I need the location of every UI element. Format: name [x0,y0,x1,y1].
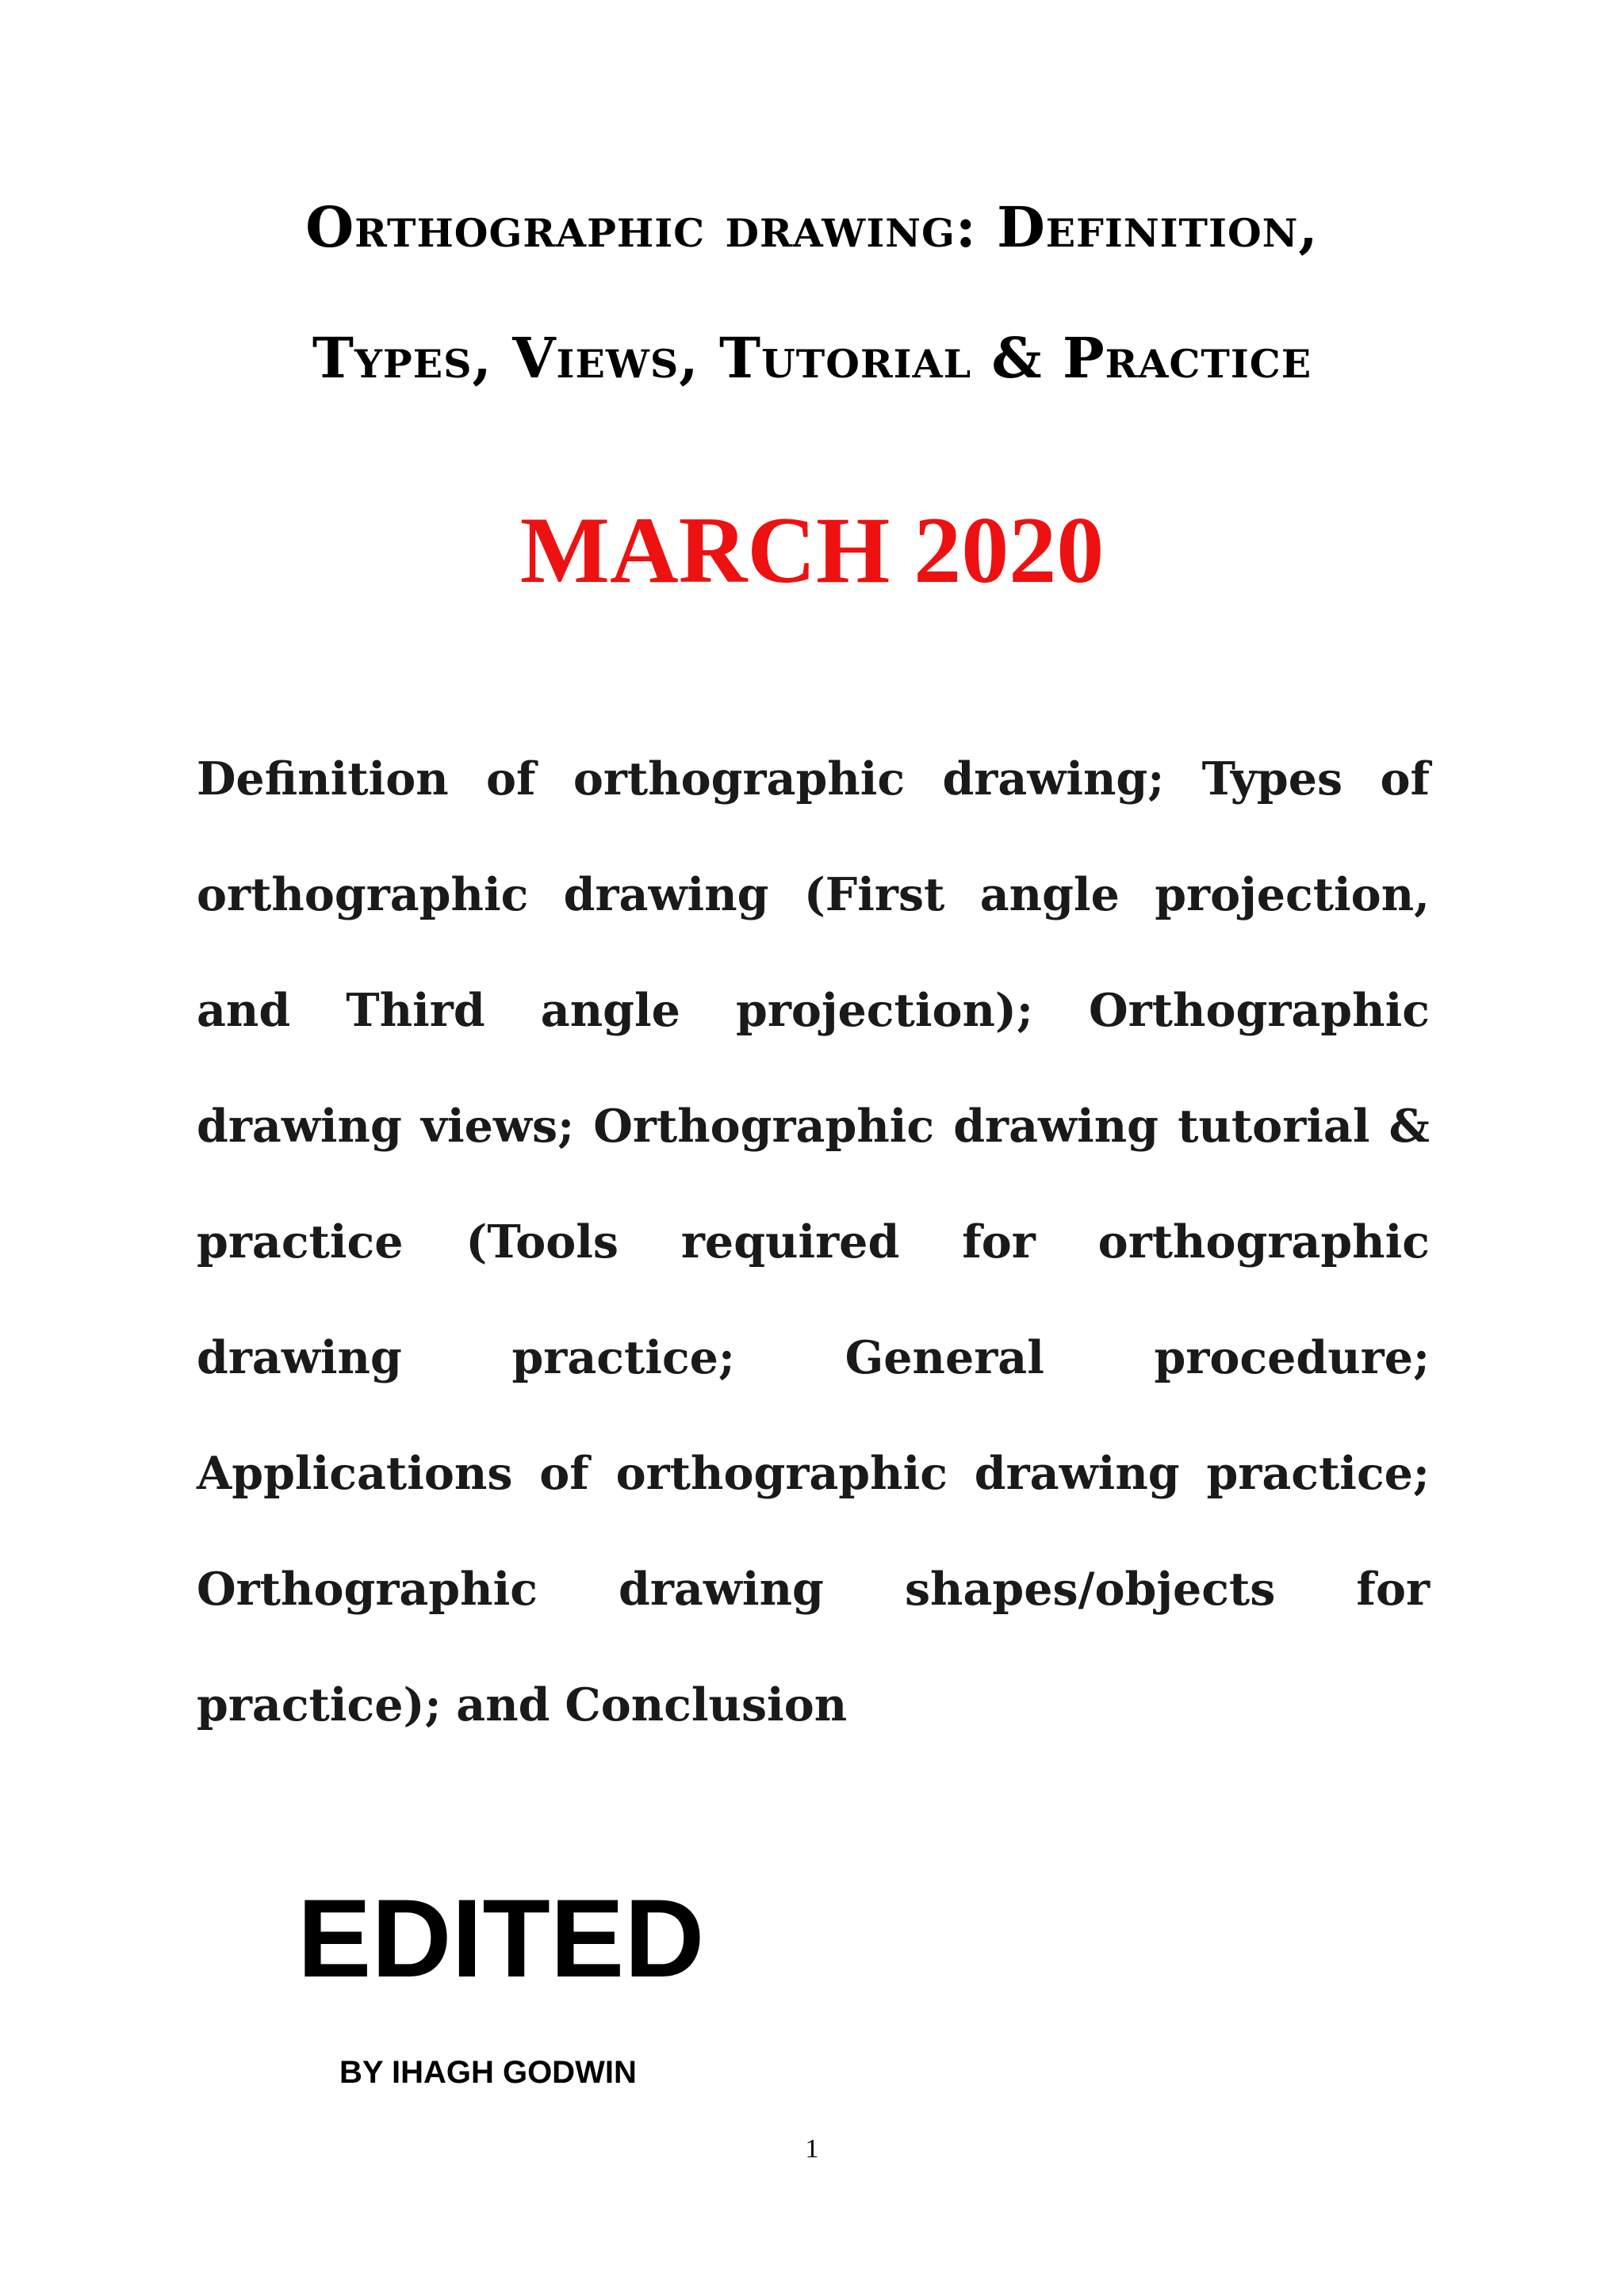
abstract-word: angle [979,868,1120,921]
abstract-word: Orthographic [197,1563,538,1616]
abstract-word: Orthographic [1089,984,1430,1037]
abstract-word: for [962,1215,1036,1269]
abstract-word: of [539,1447,589,1500]
abstract-word: drawing [197,1100,402,1153]
abstract-word: shapes/objects [904,1563,1276,1616]
abstract-line [197,1548,1430,1663]
abstract-word: drawing [197,1331,402,1384]
abstract-word: Conclusion [565,1678,848,1732]
abstract-line [197,1663,1430,1779]
abstract-word: angle [540,984,680,1037]
abstract-word: projection, [1155,868,1430,921]
abstract-word: orthographic [573,752,906,806]
abstract-word: and [456,1678,550,1732]
abstract-line [197,969,1430,1085]
author-byline: BY IHAGH GODWIN [339,2055,637,2090]
abstract-word: orthographic [1097,1215,1430,1269]
abstract-word: (Tools [465,1215,619,1269]
document-title-line-1: Orthographic drawing: Definition, [305,194,1319,260]
abstract-word: practice [197,1215,404,1269]
abstract-line [197,1085,1430,1200]
abstract-word: drawing [619,1563,824,1616]
abstract-line [197,1316,1430,1432]
abstract-word: drawing [974,1447,1180,1500]
abstract-word: of [485,752,536,806]
abstract-word: practice; [1206,1447,1430,1500]
abstract-word: & [1388,1100,1430,1153]
abstract-word: Types [1201,752,1343,806]
abstract-word: required [680,1215,900,1269]
abstract-word: Third [346,984,485,1037]
abstract-line [197,1200,1430,1316]
abstract-word: practice); [197,1678,442,1732]
abstract-word: projection); [735,984,1033,1037]
abstract-word: General [845,1331,1044,1384]
abstract-line [197,853,1430,969]
abstract-word: orthographic [615,1447,948,1500]
abstract-word: views; [420,1100,575,1153]
abstract-word: for [1356,1563,1430,1616]
abstract-line [197,737,1430,853]
abstract-word: drawing [953,1100,1159,1153]
abstract-word: Definition [197,752,449,806]
abstract-word: of [1380,752,1430,806]
document-title-line-2: Types, Views, Tutorial & Practice [312,325,1312,391]
abstract-word: Applications [197,1447,513,1500]
abstract-word: drawing; [942,752,1165,806]
abstract-line [197,1432,1430,1548]
abstract-paragraph [197,737,1430,1779]
edited-label: EDITED [297,1876,705,2000]
abstract-word: (First [803,868,945,921]
abstract-word: practice; [511,1331,735,1384]
abstract-word: tutorial [1178,1100,1370,1153]
abstract-word: procedure; [1154,1331,1430,1384]
page-number: 1 [805,2134,819,2164]
abstract-word: and [197,984,291,1037]
publication-date: MARCH 2020 [519,497,1105,603]
abstract-word: orthographic [197,868,529,921]
abstract-word: Orthographic [593,1100,935,1153]
abstract-word: drawing [563,868,769,921]
